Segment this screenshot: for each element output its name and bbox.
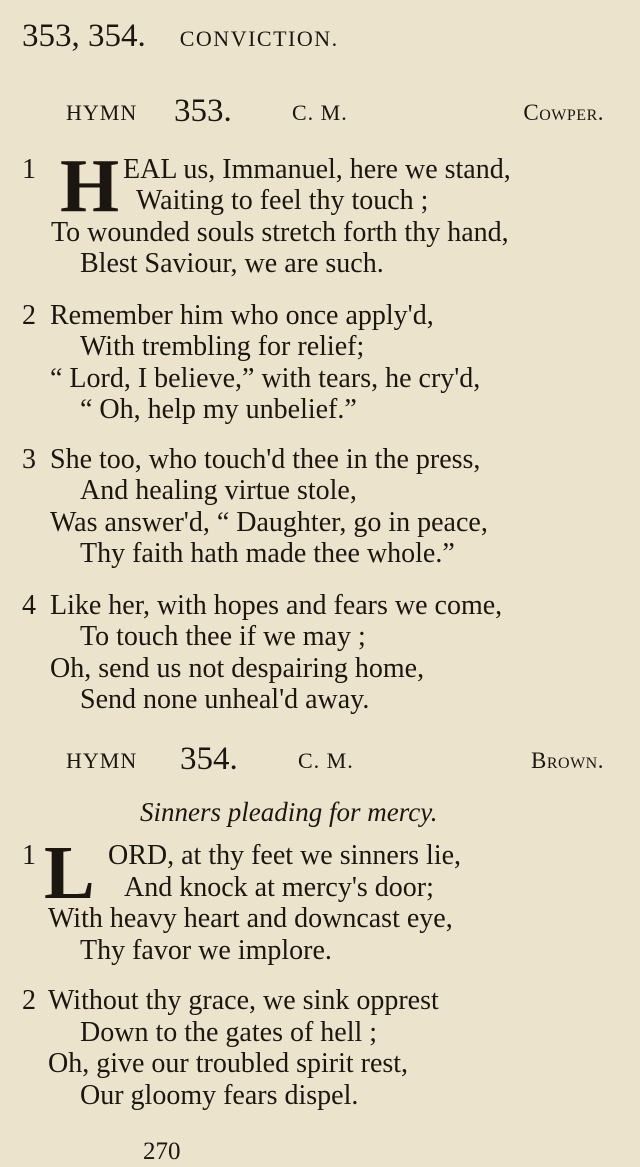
hymn-subtitle: Sinners pleading for mercy. xyxy=(140,797,438,827)
verse-line: With trembling for relief; xyxy=(80,331,365,362)
section-title: CONVICTION. xyxy=(179,26,339,51)
verse-line: And knock at mercy's door; xyxy=(124,872,434,903)
stanza-number: 1 xyxy=(22,840,36,871)
stanza-number: 2 xyxy=(22,985,36,1016)
verse-line: Thy faith hath made thee whole.” xyxy=(80,538,455,569)
verse-line: Oh, send us not despairing home, xyxy=(50,653,425,684)
hymn-author: Brown. xyxy=(531,748,604,773)
verse-line: “ Oh, help my unbelief.” xyxy=(80,394,357,425)
verse-line: EAL us, Immanuel, here we stand, xyxy=(123,154,511,185)
hymn-label: HYMN xyxy=(66,100,138,125)
stanza-number: 2 xyxy=(22,300,36,331)
verse-line: Was answer'd, “ Daughter, go in peace, xyxy=(50,507,488,538)
verse-line: Our gloomy fears dispel. xyxy=(80,1080,359,1111)
stanza-number: 3 xyxy=(22,444,36,475)
verse-line: Oh, give our troubled spirit rest, xyxy=(48,1048,409,1079)
verse-line: Thy favor we implore. xyxy=(80,935,332,966)
verse-line: ORD, at thy feet we sinners lie, xyxy=(108,840,462,871)
verse-line: Like her, with hopes and fears we come, xyxy=(50,590,503,621)
verse-line: Blest Saviour, we are such. xyxy=(80,248,384,279)
stanza-number: 4 xyxy=(22,590,36,621)
verse-line: To touch thee if we may ; xyxy=(80,621,366,652)
running-head xyxy=(22,18,339,55)
hymn-number: 354. xyxy=(180,741,238,777)
verse-line: To wounded souls stretch forth thy hand, xyxy=(51,217,509,248)
hymn-author: Cowper. xyxy=(523,100,604,125)
drop-cap: H xyxy=(60,144,120,228)
page-number: 270 xyxy=(143,1138,181,1165)
verse-line: With heavy heart and downcast eye, xyxy=(48,903,453,934)
verse-line: And healing virtue stole, xyxy=(80,475,357,506)
verse-line: Waiting to feel thy touch ; xyxy=(136,185,429,216)
stanza-number: 1 xyxy=(22,154,36,185)
verse-line: Without thy grace, we sink opprest xyxy=(48,985,439,1016)
drop-cap: L xyxy=(44,831,95,915)
hymn-label: HYMN xyxy=(66,748,138,773)
verse-line: Send none unheal'd away. xyxy=(80,684,370,715)
hymn-meter: C. M. xyxy=(298,748,354,773)
verse-line: She too, who touch'd thee in the press, xyxy=(50,444,481,475)
hymn-353-heading xyxy=(66,88,604,132)
hymn-354-heading xyxy=(66,736,604,780)
verse-line: Remember him who once apply'd, xyxy=(50,300,434,331)
verse-line: “ Lord, I believe,” with tears, he cry'd, xyxy=(50,363,481,394)
verse-line: Down to the gates of hell ; xyxy=(80,1017,378,1048)
hymn-meter: C. M. xyxy=(292,100,348,125)
hymn-number: 353. xyxy=(174,93,232,129)
hymn-range: 353, 354. xyxy=(22,18,146,54)
